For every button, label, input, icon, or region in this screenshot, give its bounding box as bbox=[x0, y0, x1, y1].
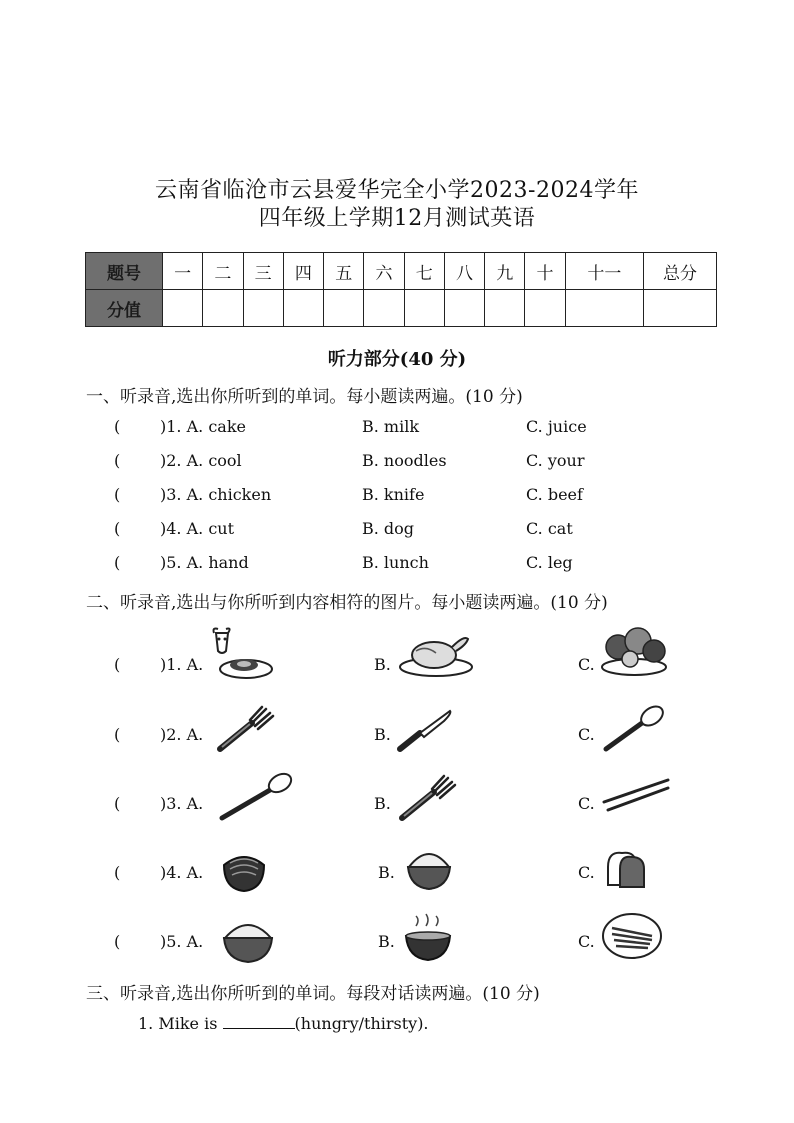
answer-bracket[interactable]: ( bbox=[114, 417, 121, 436]
column-header: 五 bbox=[324, 253, 364, 290]
list-item bbox=[114, 774, 714, 834]
knife-icon bbox=[394, 707, 458, 755]
score-cell[interactable] bbox=[404, 290, 444, 327]
fish-plate-icon bbox=[600, 908, 664, 962]
fork-icon bbox=[396, 774, 460, 824]
score-table bbox=[85, 252, 717, 327]
option-a: )1. A. bbox=[160, 655, 204, 674]
option-b: B. bbox=[374, 794, 391, 813]
option-a: )5. A. bbox=[160, 932, 204, 951]
part1-heading: 一、听录音,选出你所听到的单词。每小题读两遍。(10 分) bbox=[86, 387, 523, 407]
option-b: B. knife bbox=[362, 485, 425, 504]
rice-bowl-icon bbox=[404, 843, 454, 893]
option-b: B. milk bbox=[362, 417, 420, 436]
option-a: )3. A. bbox=[160, 794, 204, 813]
list-item bbox=[114, 843, 714, 903]
option-b: B. bbox=[378, 863, 395, 882]
option-b: B. bbox=[374, 655, 391, 674]
soup-bowl-icon bbox=[402, 912, 454, 964]
option-b: B. noodles bbox=[362, 451, 447, 470]
question-3-1 bbox=[138, 1014, 429, 1033]
score-cell[interactable] bbox=[444, 290, 484, 327]
option-c: C. juice bbox=[526, 417, 587, 436]
chopsticks-icon bbox=[600, 776, 672, 816]
column-header: 四 bbox=[283, 253, 323, 290]
option-c: C. bbox=[578, 863, 595, 882]
column-header: 六 bbox=[364, 253, 404, 290]
row-label-score: 分值 bbox=[86, 290, 163, 327]
option-c: C. leg bbox=[526, 553, 573, 572]
answer-blank[interactable] bbox=[223, 1028, 295, 1029]
option-b: B. bbox=[374, 725, 391, 744]
option-a: )2. A. bbox=[160, 725, 204, 744]
score-cell[interactable] bbox=[283, 290, 323, 327]
answer-bracket[interactable]: ( bbox=[114, 485, 121, 504]
column-header: 九 bbox=[485, 253, 525, 290]
option-a: )5. A. hand bbox=[160, 553, 249, 572]
answer-bracket[interactable]: ( bbox=[114, 655, 121, 674]
option-a: )4. A. cut bbox=[160, 519, 235, 538]
column-header: 七 bbox=[404, 253, 444, 290]
question-text: 1. Mike is bbox=[138, 1014, 218, 1033]
score-table-row-number bbox=[86, 253, 717, 290]
noodles-bowl-icon bbox=[220, 843, 268, 895]
column-header: 八 bbox=[444, 253, 484, 290]
roast-chicken-icon bbox=[396, 627, 476, 679]
option-c: C. bbox=[578, 655, 595, 674]
fork-icon bbox=[214, 705, 278, 755]
option-a: )2. A. cool bbox=[160, 451, 242, 470]
score-cell-total[interactable] bbox=[644, 290, 717, 327]
column-header: 二 bbox=[203, 253, 243, 290]
score-cell[interactable] bbox=[203, 290, 243, 327]
option-b: B. lunch bbox=[362, 553, 429, 572]
column-header-total: 总分 bbox=[644, 253, 717, 290]
beef-icon bbox=[206, 625, 278, 685]
section-title: 听力部分(40 分) bbox=[327, 349, 467, 370]
bread-icon bbox=[600, 847, 648, 891]
score-cell[interactable] bbox=[364, 290, 404, 327]
answer-bracket[interactable]: ( bbox=[114, 794, 121, 813]
answer-bracket[interactable]: ( bbox=[114, 451, 121, 470]
option-a: )4. A. bbox=[160, 863, 204, 882]
list-item bbox=[114, 912, 714, 972]
option-a: )3. A. chicken bbox=[160, 485, 272, 504]
option-c: C. beef bbox=[526, 485, 583, 504]
spoon-icon bbox=[216, 772, 296, 824]
option-c: C. cat bbox=[526, 519, 573, 538]
option-c: C. bbox=[578, 794, 595, 813]
score-cell[interactable] bbox=[485, 290, 525, 327]
column-header: 三 bbox=[243, 253, 283, 290]
option-c: C. bbox=[578, 725, 595, 744]
option-b: B. dog bbox=[362, 519, 415, 538]
score-cell[interactable] bbox=[163, 290, 203, 327]
answer-bracket[interactable]: ( bbox=[114, 863, 121, 882]
option-a: )1. A. cake bbox=[160, 417, 246, 436]
answer-bracket[interactable]: ( bbox=[114, 519, 121, 538]
list-item bbox=[114, 635, 714, 695]
spoon-icon bbox=[600, 705, 670, 755]
option-c: C. your bbox=[526, 451, 585, 470]
column-header: 十一 bbox=[565, 253, 643, 290]
score-table-row-score bbox=[86, 290, 717, 327]
rice-bowl-icon bbox=[220, 914, 276, 964]
column-header: 一 bbox=[163, 253, 203, 290]
column-header: 十 bbox=[525, 253, 565, 290]
part2-heading: 二、听录音,选出与你所听到内容相符的图片。每小题读两遍。(10 分) bbox=[86, 593, 608, 613]
score-cell[interactable] bbox=[324, 290, 364, 327]
vegetables-icon bbox=[598, 623, 670, 679]
exam-title-line2: 四年级上学期12月测试英语 bbox=[258, 206, 536, 231]
part3-heading: 三、听录音,选出你所听到的单词。每段对话读两遍。(10 分) bbox=[86, 984, 540, 1004]
score-cell[interactable] bbox=[243, 290, 283, 327]
score-cell[interactable] bbox=[565, 290, 643, 327]
row-label-number: 题号 bbox=[86, 253, 163, 290]
score-cell[interactable] bbox=[525, 290, 565, 327]
question-choices: (hungry/thirsty). bbox=[294, 1014, 429, 1033]
list-item bbox=[114, 705, 714, 765]
option-c: C. bbox=[578, 932, 595, 951]
answer-bracket[interactable]: ( bbox=[114, 932, 121, 951]
exam-title-line1: 云南省临沧市云县爱华完全小学2023-2024学年 bbox=[155, 178, 639, 203]
answer-bracket[interactable]: ( bbox=[114, 725, 121, 744]
option-b: B. bbox=[378, 932, 395, 951]
answer-bracket[interactable]: ( bbox=[114, 553, 121, 572]
